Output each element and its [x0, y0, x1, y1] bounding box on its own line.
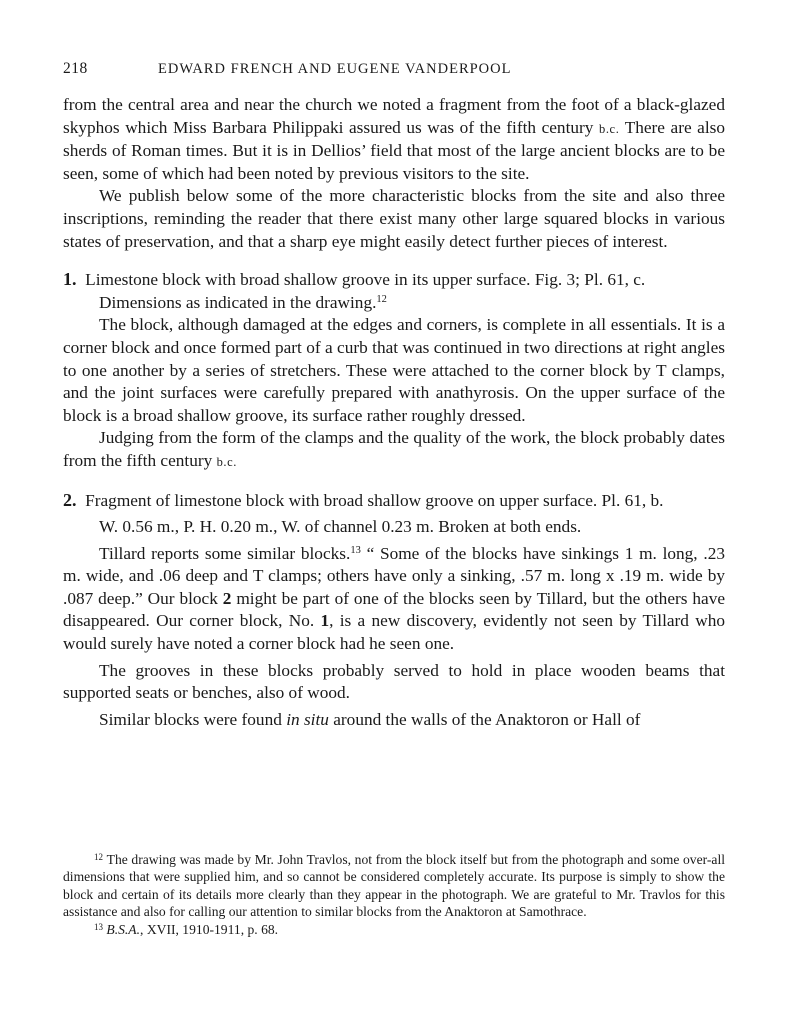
footnote-ref-13[interactable]: 13 [350, 544, 361, 556]
block-number-2: 2 [222, 588, 232, 608]
item-1-dimensions: Dimensions as indicated in the drawing.$^{12}$ [99, 292, 387, 312]
paragraph-1: from the central area and near the church we noted a fragment from the foot of a black-glazed skyphos which Miss Barbara Philippaki assured us was of the fifth century b.c. There are also sherds of Roman times. But it is in Dellios’ field that most of the large ancient blocks are to be seen, some of which had been noted by previous visitors to the site. [63, 95, 726, 183]
running-title: EDWARD FRENCH AND EUGENE VANDERPOOL [158, 61, 512, 77]
item-1-dating: Judging from the form of the clamps and the quality of the work, the block probably dates from the fifth century b.c. [63, 428, 725, 470]
item-1-number: 1. [63, 269, 77, 290]
item-1-description: The block, although damaged at the edges and corners, is complete in all essentials. It is a corner block and once formed part of a curb that was continued in two directions at right angles to one another by a series of stretchers. These were attached to the corner block by T clamps, and the joint surfaces were carefully prepared with anathyrosis. On the upper surface of the block is a broad shallow groove, its surface rather roughly dressed. [63, 315, 725, 425]
footnote-13-source: B.S.A. [106, 921, 141, 937]
footnote-13-mark: 13 [94, 921, 103, 932]
footnote-12-mark: 12 [94, 852, 103, 862]
era-abbrev: b.c. [598, 121, 620, 136]
footnote-13: $^{13}$ B.S.A., XVII, 1910-1911, p. 68. [94, 921, 279, 937]
footnotes [63, 851, 725, 938]
page [63, 60, 725, 731]
item-2-heading: 2. Fragment of limestone block with broad shallow groove on upper surface. Pl. 61, b. [63, 489, 664, 510]
footnote-12: $^{12}$ The drawing was made by Mr. John Travlos, not from the block itself but from the photograph and some over-all dimensions that were supplied him, and so cannot be considered completely accurate. Its purpose is simply to show the block and certain of its details more clearly than they appear in the photograph. We are grateful to Mr. Travlos for this assistance and also for calling our attention to similar blocks from the Anaktoron at Samothrace. [63, 852, 726, 920]
footnote-ref-12[interactable]: 12 [376, 293, 387, 305]
item-2-number: 2. [63, 489, 77, 510]
item-2-dimensions: W. 0.56 m., P. H. 0.20 m., W. of channel 0.23 m. Broken at both ends. [99, 517, 582, 537]
page-number: 218 [63, 60, 88, 77]
item-2-grooves: The grooves in these blocks probably served to hold in place wooden beams that supported seats or benches, also of wood. [63, 660, 725, 703]
item-2-similar: Similar blocks were found in situ around the walls of the Anaktoron or Hall of [99, 709, 641, 729]
block-number-1: 1 [320, 611, 330, 631]
in-situ: in situ [286, 709, 329, 729]
item-2-tillard: Tillard reports some similar blocks.$^{13}$ “ Some of the blocks have sinkings 1 m. long, .23 m. wide, and .06 deep and T clamps; others have only a sinking, .57 m. long x .19 m. wide by .087 deep.” Our block 2 might be part of one of the blocks seen by Tillard, but the others have disappeared. Our corner block, No. 1, is a new discovery, evidently not seen by Tillard who would surely have noted a corner block had he seen one. [63, 543, 725, 654]
paragraph-2: We publish below some of the more characteristic blocks from the site and also three inscriptions, reminding the reader that there exist many other large squared blocks in various states of preservation, and that a sharp eye might easily detect further pieces of interest. [63, 186, 725, 251]
running-head [63, 60, 725, 84]
item-1-heading: 1. Limestone block with broad shallow groove in its upper surface. Fig. 3; Pl. 61, c. [63, 269, 646, 290]
era-abbrev: b.c. [216, 454, 238, 469]
body-text [63, 94, 725, 731]
